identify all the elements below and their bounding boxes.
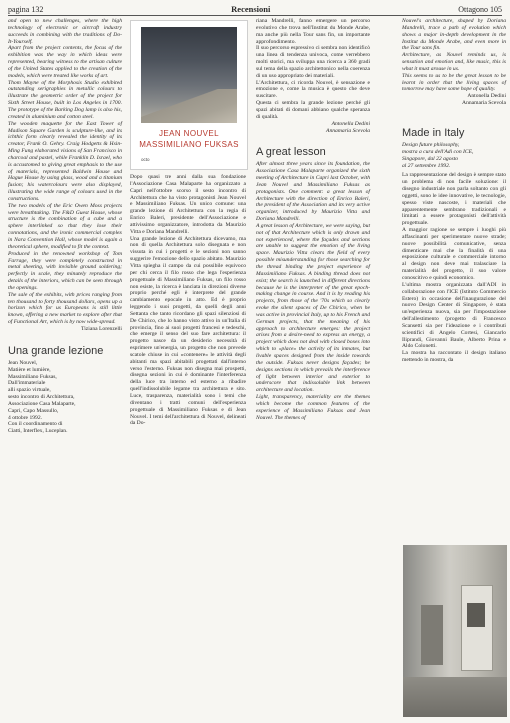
section-heading: Recensioni (231, 4, 271, 14)
paragraph: Thom Mayne of the Morphosis Studio exhibited outstanding serigraphies in metallic colours to illustrate the geometric order of the project for Sixth Street House, built in Los Angeles in 1700. The prototype of the Barking Dog lamp is also his, created in aluminium and cotton steel. (8, 79, 122, 120)
author-signature: Annamaria Scevola (326, 127, 370, 134)
info-line: Dall'immateriale (8, 380, 46, 387)
info-line: 4 ottobre 1992. (8, 414, 43, 421)
paragraph: A maggior ragione se sempre i luoghi più affascinanti per sperimentare nuove strade; nuove possibilità comunicative, senza dimenticare mai che la finalità di una esposizione culturale e commerciale intorno al design non deve mai tralasciare la materialità del progetto, il suo valore conoscitivo e quindi economico. (402, 227, 506, 281)
exhibition-photo (403, 545, 507, 717)
info-line: Capri, Capo Massullo, (8, 407, 59, 414)
paragraph: Questa ci sembra la grande lezione perché gli spazi abitati di domani abbiano qualche speranza di qualità. (256, 100, 370, 120)
paragraph: A great lesson of Architecture, we were saying, but not of that Architecture which is only drawn and not experienced, where the façades and sections are unable to suggest the emotion of the living space. Maurizio Vitta clears the field of every possible misunderstanding for those searching for the thread binding the project experience of Massimiliano Fuksas. A binding thread does not exist; the search is launched in different directions because he is the interpreter of the great epoch-making change in course. And it is by reading his projects, from those of the '70s which so clearly evoke the silent spaces of De Chirico, when he was active in provincial Italy, up to his French and German projects, that the meaning of his approach to architecture emerges: the project arises from a desire-need to express an energy, a project which does not deal with closed boxes into which to «place» the activity of its inmates, but livable spaces designed from the inside towards the outside. Fuksas never designs façades; he designs sections in which prevails the interference of light between interior and exterior to underscore that indissoluble link between architecture and location. (256, 222, 370, 394)
paragraph: Una grande lezione di Architettura dicevamo, ma non di quella Architettura solo disegnata e non vissuta in cui i progetti e le sezioni non sanno suggerire l'emozione dello spazio abitato. Maurizio Vitta spiegha il campo da cui possibile equivoco per chi cerca il filo rosso che lega l'esperienza progettuale di Massimiliano Fuksas, un filo rosso non esiste, la ricerca è lanciata in direzioni diverse proprio perché egli è interprete del grande cambiamento epocale in atto. Ed è proprio leggendo i suoi progetti, da quelli degli anni Settanta che tanto ricordano gli spazi silenziosi di De Chirico, che lo hanno visto attivo in un'Italia di provincia, fino ai suoi progetti francesi e tedeschi, che emerge il senso del suo fare architettura: il progetto nasce da un desiderio necessità di esprimere un'energia, un progetto che non prevede scatole chiuse in cui «contenere» le attività degli abitanti ma spazi abitabili progettati dall'interno verso l'esterno. Fuksas non disegna mai prospetti, disegna sezioni in cui è dominante l'interferenza della luce tra interno ed esterno a ribadire quell'indissolubile legame tra architettura e sito. Luce, trasparenza, materialità sono i temi che diventano i tratti comuni dell'esperienza progettuale di Massimiliano Fuksas e di Jean Nouvel. I temi dell'architettura di Nouvel, delineati da Do- (130, 235, 246, 427)
info-line: sesto incontro di Architettura, (8, 394, 75, 401)
paragraph: L'ultima mostra organizzata dall'ADI in collaborazione con l'ICE (Istituto Commercio Estero) in occasione dell'inaugurazione del nuovo Design Center di Singapore, è stata un'esperienza nuova, sia per l'impostazione dell'allestimento (progetto di Francesco Scansetti sia per l'ideazione e i contributi scientifici di Angelo Cortesi, Giancarlo Iliprandi, Giovanni Baule, Alberto Prina e Aldo Colonetti. (402, 281, 506, 350)
article-title: A great lesson (256, 146, 326, 159)
paragraph: and open to new challenges, where the high technology of electronic or aircraft industry succeeds in combining with the traditions of Do-It-Yourself. (8, 18, 122, 45)
info-line: Con il coordinamento di (8, 421, 63, 428)
cover-photo (141, 27, 237, 123)
paragraph: Light, transparency, materiality are the themes which become the common features of the experience of Massimiliano Fuksas and Jean Nouvel. The themes of (256, 394, 370, 421)
author-signature: Antonella Dedini (467, 93, 506, 100)
column-4 (402, 18, 506, 364)
info-line: Singapore, dal 22 agosto (402, 155, 459, 162)
page-number: pagina 132 (8, 5, 44, 14)
info-line: Massimiliano Fuksas, (8, 373, 57, 380)
paragraph: Apart from the project contents, the focus of the exhibition was the way in which ideas were represented, bearing witness to the artisan culture of the United States applied to the creation of the models, which were treated like works of art. (8, 45, 122, 79)
event-info (8, 360, 122, 435)
author-signature: Annamaria Scevola (462, 100, 506, 107)
cover-publisher: octo (141, 157, 150, 162)
info-line: Design future philosophy, (402, 141, 460, 148)
paragraph: The two models of the Eric Owen Moss projects were breathtaking. The F&D Guest House, whose structure is the combination of a cube and a sphere interlinked so that they lose their connotations, and the ironic commercial complex in Nara Convention Hall, whose model is again a theoretical sphere, modified to fit the context. (8, 202, 122, 250)
paragraph: L'Architettura, ci ricorda Nouvel, è sensazione e emozione e, come la musica è questo che deve suscitare. (256, 79, 370, 100)
paragraph: La rappresentazione del design è sempre stato un problema di non facile soluzione: il disegno industriale non parla soltanto con gli oggetti, sono le idee innovative, le tecnologie, spesso viste nascoste, i materiali che apparentemente sembrano tradizionali e limitati a essere protagonisti dell'attività progettuale. (402, 172, 506, 227)
paragraph: After almost three years since its foundation, the Associazione Casa Malaparte organized the sixth meeting of Architecture in Capri last October, with Jean Nouvel and Massimiliano Fuksas as protagonists. One comment: a great lesson of Architecture with the direction of Enrico Baleri, the president of the Association and its very active organizer, introduced by Maurizio Vitta and Doriana Mandrelli. (256, 161, 370, 223)
info-line: Associazione Casa Malaparte, (8, 400, 76, 407)
paragraph: La mostra ha raccontato il design italiano mettendo in mostra, da (402, 350, 506, 364)
paragraph: The sale of the exhibits, with prices ranging from ten thousand to forty thousand dollars, opens up a horizon which for us Europeans is still little known, offering a new market to explore after that of Functional Art, which is by now wide-spread. (8, 291, 122, 326)
paragraph: Nouvel's architecture, shaped by Doriana Mandrelli, trace a path of evolution which shows a major in-depth development in the Institut du Monde Arabe, and even more in the Tour sans fin. (402, 18, 506, 52)
book-cover-image (130, 20, 248, 170)
info-line: mostra a cura dell'Adi con ICE, (402, 148, 474, 155)
article-title: Made in Italy (402, 126, 465, 139)
cover-title-fuksas: MASSIMILIANO FUKSAS (139, 140, 239, 149)
article-title: Una grande lezione (8, 344, 104, 357)
author-signature: Tiziana Lorenzelli (81, 325, 122, 332)
paragraph: Architecture, as Nouvel reminds us, is sensation and emotion and, like music, this is what it must arouse in us. (402, 52, 506, 72)
author-signature: Antonella Dedini (331, 120, 370, 127)
info-line: Jean Nouvel, (8, 359, 38, 366)
info-line: alli spazio virtuale, (8, 387, 51, 394)
info-line: Ciatti, Interflex, Luceplan. (8, 428, 68, 435)
paragraph: The wooden maquette for the East Tower of Madison Square Garden is sculpture-like, and its ichthic form clearly revealed the identity of its creator, Frank O. Gehry. Craig Hodgetts & Hsin-Ming Fung elaborated visions of San Francisco in charcoal and pastel, while Franklin D. Israel, who is accustomed to giving great emphasis to the use of materials, represented Baldwin House and Hague House by using glass, wood and a titanium fusion; his watercolours were also displayed, illustrating the wide range of colours used in the constructions. (8, 120, 122, 202)
paragraph: Il suo percorso espressivo ci sembra non identificò una linea di tendenza univoca, come verrebbero molti storici, ma sviluppa una ricerca a 360 gradi sul tema della spazio architettonico nella coerenza di un uso appropriato dei materiali. (256, 45, 370, 79)
column-2 (130, 174, 246, 427)
paragraph: Produced in the renowned workshop of Tom Farrage, they were completely constructed in metal sheeting, with invisible ground soldering; perfectly in scale, they minutely reproduce the details of the interiors, which can be seen through the openings. (8, 250, 122, 291)
event-info (402, 142, 506, 169)
cover-title-nouvel: JEAN NOUVEL (159, 129, 219, 138)
page-header (8, 2, 502, 16)
paragraph: Dopo quasi tre anni dalla sua fondazione l'Associazione Casa Malaparte ha organizzato a Capri nell'ottobre scorso il sesto incontro di Architettura che ha visto protagonisti Jean Nouvel e Massimiliano Fuksas. Un unico comune: una grande lezione di Architettura con la regia di Enrico Baleri, presidente dell'Associazione e attivissimo organizzatore, introdotta da Maurizio Vitta e Doriana Mandrelli. (130, 174, 246, 235)
magazine-issue: Ottagono 105 (458, 5, 502, 14)
info-line: Matière et lumière, (8, 366, 51, 373)
paragraph: This seems to us to be the great lesson to be learnt in order that the living spaces of tomorrow may have some hope of quality. (402, 72, 506, 93)
info-line: al 27 settembre 1992. (402, 162, 451, 169)
column-1 (8, 18, 122, 435)
column-3 (256, 18, 370, 421)
paragraph: riana Mandrelli, fanno emergere un percorso evolutivo che trova nell'Institut du Monde Arabe, ma anche più nella Tour sans fin, un importante approfondimento. (256, 18, 370, 45)
